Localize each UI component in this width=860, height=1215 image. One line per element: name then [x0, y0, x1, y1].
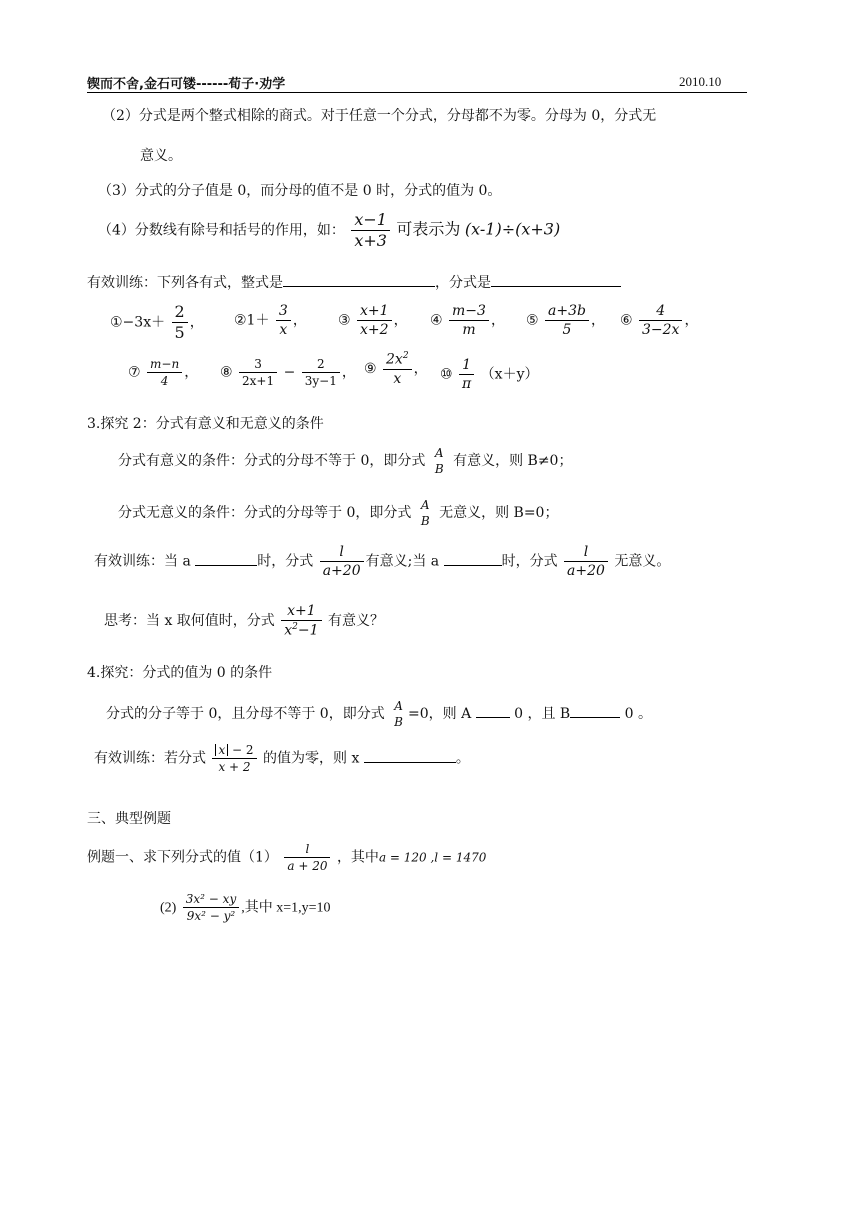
numerator-tail: − 2 — [228, 743, 254, 757]
fraction-denominator: a+20 — [567, 563, 605, 579]
fraction-denominator: x — [393, 370, 402, 387]
fraction-denominator: x+3 — [354, 231, 387, 250]
fraction-numerator: 1 — [459, 358, 474, 375]
fraction-numerator: l — [564, 545, 608, 562]
training-fraction — [320, 545, 364, 578]
item-label: ④ — [430, 312, 443, 329]
condition-lead: 分式有意义的条件：分式的分母不等于 0，即分式 — [118, 453, 426, 469]
item-label: ⑤ — [526, 312, 539, 329]
section-examples-title: 三、典型例题 — [87, 811, 171, 827]
fraction-denominator: 9x² − y² — [186, 909, 236, 923]
item-tail: ， — [292, 312, 307, 329]
numerator-base: 2x — [386, 351, 403, 368]
exercise-item-8 — [220, 358, 356, 387]
condition-meaningful — [118, 447, 572, 475]
exercise-1-lead: 有效训练：下列各有式，整式是 — [87, 275, 283, 291]
absolute-value: x — [215, 744, 228, 756]
answer-blank-x[interactable] — [364, 750, 456, 763]
exercise-item-2 — [234, 304, 307, 337]
item-label: ①−3x＋ — [110, 314, 166, 331]
exercise-item-5 — [526, 304, 605, 337]
fraction-denominator: π — [462, 376, 472, 392]
item-label: ②1＋ — [234, 312, 270, 329]
fraction-numerator — [212, 744, 256, 759]
training-mid: 时，分式 — [257, 553, 314, 570]
section-4-condition — [106, 700, 652, 728]
item-fraction — [147, 358, 182, 387]
answer-blank-b-relation[interactable] — [570, 705, 620, 718]
point-2-line2: 意义。 — [140, 148, 182, 164]
point-4-expression: (x-1)÷(x+3) — [464, 219, 561, 239]
fraction-denominator — [281, 621, 321, 638]
fraction-numerator: 2 — [172, 304, 188, 323]
item-fraction — [239, 358, 277, 387]
denominator-base: x — [284, 622, 293, 639]
section-4-training — [94, 744, 470, 773]
fraction-numerator: x+1 — [357, 304, 392, 321]
item-fraction — [383, 352, 412, 386]
item-label: ⑥ — [620, 312, 633, 329]
answer-blank-integral[interactable] — [283, 274, 435, 287]
fraction-denominator: 3−2x — [642, 322, 680, 338]
training-mid: 时，分式 — [501, 553, 558, 570]
fraction-denominator: 5 — [562, 322, 572, 338]
fraction-numerator: l — [284, 843, 330, 858]
item-tail: ， — [189, 314, 204, 331]
exercise-item-9 — [364, 352, 428, 386]
training-tail: 。 — [455, 750, 470, 767]
point-4-lead: （4）分数线有除号和括号的作用，如： — [98, 222, 345, 239]
exponent: 2 — [402, 351, 409, 361]
example-lead: 例题一、求下列分式的值（1） — [87, 849, 278, 866]
exercise-1-prompt — [87, 272, 621, 292]
exercise-item-3 — [338, 304, 408, 337]
fraction-numerator: 3 — [239, 358, 277, 373]
fraction-denominator: 3y−1 — [304, 374, 337, 388]
example-tail: ，其中 — [336, 849, 379, 866]
fraction-denominator: B — [434, 462, 444, 476]
fraction-numerator: m−3 — [449, 304, 489, 321]
training-lead: 有效训练：若分式 — [94, 750, 211, 767]
training-lead: 有效训练：当 a — [94, 553, 196, 570]
training-tail: 无意义。 — [614, 553, 671, 570]
training-fraction — [564, 545, 608, 578]
item-fraction — [545, 304, 589, 337]
fraction-numerator: 2 — [302, 358, 340, 373]
fraction-denominator: 5 — [174, 323, 185, 342]
think-tail: 有意义？ — [327, 612, 384, 629]
item-tail: （x＋y） — [480, 366, 539, 383]
example-fraction — [284, 843, 330, 872]
section-4-title: 4.探究：分式的值为 0 的条件 — [87, 665, 273, 681]
point-2-line1: （2）分式是两个整式相除的商式。对于任意一个分式，分母都不为零。分母为 0，分式无 — [102, 108, 657, 124]
item-fraction-2 — [302, 358, 340, 387]
condition-lead: 分式的分子等于 0，且分母不等于 0，即分式 — [106, 706, 385, 722]
point-4-mid: 可表示为 — [396, 219, 461, 239]
fraction-numerator: x−1 — [351, 212, 390, 231]
item-fraction — [459, 358, 474, 391]
section-3-think — [104, 604, 384, 638]
example-2 — [160, 893, 331, 922]
header-rule — [87, 92, 747, 93]
fraction-denominator: 2x+1 — [242, 374, 275, 388]
answer-blank-a-meaningless[interactable] — [444, 553, 502, 566]
condition-lead: 分式无意义的条件：分式的分母等于 0，即分式 — [118, 505, 412, 521]
item-fraction — [449, 304, 489, 337]
fraction-numerator — [383, 352, 412, 370]
fraction-numerator: m−n — [147, 358, 182, 373]
example-tail: ,其中 x=1,y=10 — [241, 900, 331, 916]
item-label: ⑩ — [440, 366, 453, 383]
condition-fraction — [391, 700, 406, 728]
exercise-item-4 — [430, 304, 505, 337]
fraction-denominator: a + 20 — [287, 859, 328, 873]
exercise-item-7 — [128, 358, 198, 387]
item-tail: ， — [393, 312, 408, 329]
think-fraction — [281, 604, 321, 638]
example-condition: a = 120 ,l = 1470 — [378, 850, 487, 865]
fraction-denominator: a+20 — [322, 563, 361, 579]
fraction-numerator: x+1 — [281, 604, 321, 621]
exercise-item-1 — [110, 304, 204, 341]
item-tail: ， — [341, 364, 356, 381]
training-mid: 有意义;当 a — [365, 553, 444, 570]
item-tail: ， — [413, 360, 428, 377]
example-1 — [87, 843, 486, 872]
section-3-training — [94, 545, 670, 578]
item-fraction — [639, 304, 682, 337]
item-tail: ， — [184, 364, 199, 381]
think-lead: 思考：当 x 取何值时，分式 — [104, 612, 275, 629]
header-motto: 锲而不舍,金石可镂------荀子·劝学 — [87, 77, 286, 92]
item-fraction — [276, 304, 291, 337]
point-4-fraction — [351, 212, 390, 249]
condition-meaningless — [118, 499, 558, 527]
answer-blank-a-meaningful[interactable] — [195, 553, 257, 566]
item-label: ⑦ — [128, 364, 141, 381]
condition-tail: 有意义，则 B≠0； — [453, 453, 573, 469]
exercise-1-mid: ，分式是 — [435, 275, 491, 291]
fraction-denominator: m — [462, 322, 476, 338]
denominator-tail: −1 — [297, 622, 319, 639]
fraction-numerator: 4 — [639, 304, 682, 321]
point-4 — [98, 212, 560, 249]
fraction-denominator: x + 2 — [218, 760, 251, 774]
training-fraction — [212, 744, 256, 773]
section-3-title: 3.探究 2：分式有意义和无意义的条件 — [87, 416, 324, 432]
fraction-numerator: a+3b — [545, 304, 589, 321]
exponent: 2 — [292, 622, 298, 632]
exercise-item-10 — [440, 358, 538, 391]
example-label: (2) — [160, 900, 177, 916]
condition-tail: 无意义，则 B=0； — [439, 505, 559, 521]
fraction-numerator: A — [394, 699, 403, 713]
item-label: ⑧ — [220, 364, 233, 381]
condition-mid: =0，则 A — [408, 706, 476, 722]
fraction-numerator: 3 — [276, 304, 291, 321]
condition-mid: 0 ，且 B — [509, 706, 571, 722]
fraction-denominator: B — [420, 514, 430, 528]
item-label: ③ — [338, 312, 351, 329]
fraction-denominator: x+2 — [360, 322, 389, 338]
example-fraction — [183, 893, 239, 922]
fraction-numerator: A — [420, 498, 430, 512]
fraction-numerator: A — [434, 446, 444, 460]
item-label: ⑨ — [364, 360, 377, 377]
item-fraction — [172, 304, 188, 341]
item-tail: ， — [684, 312, 699, 329]
point-3: （3）分式的分子值是 0，而分母的值不是 0 时，分式的值为 0。 — [98, 183, 502, 199]
answer-blank-fractional[interactable] — [491, 274, 621, 287]
fraction-numerator: 3x² − xy — [183, 893, 239, 908]
item-fraction — [357, 304, 392, 337]
fraction-denominator: x — [279, 322, 288, 338]
condition-fraction — [432, 447, 447, 475]
header-date: 2010.10 — [679, 74, 722, 89]
fraction-denominator: B — [394, 715, 403, 729]
condition-tail: 0 。 — [620, 706, 653, 722]
exercise-item-6 — [620, 304, 698, 337]
condition-fraction — [418, 499, 433, 527]
answer-blank-a-relation[interactable] — [476, 705, 510, 718]
training-mid: 的值为零，则 x — [263, 750, 364, 767]
item-tail: ， — [490, 312, 505, 329]
item-tail: ， — [590, 312, 605, 329]
fraction-numerator: l — [320, 545, 364, 562]
fraction-denominator: 4 — [160, 374, 169, 388]
minus-sign: − — [283, 364, 296, 381]
